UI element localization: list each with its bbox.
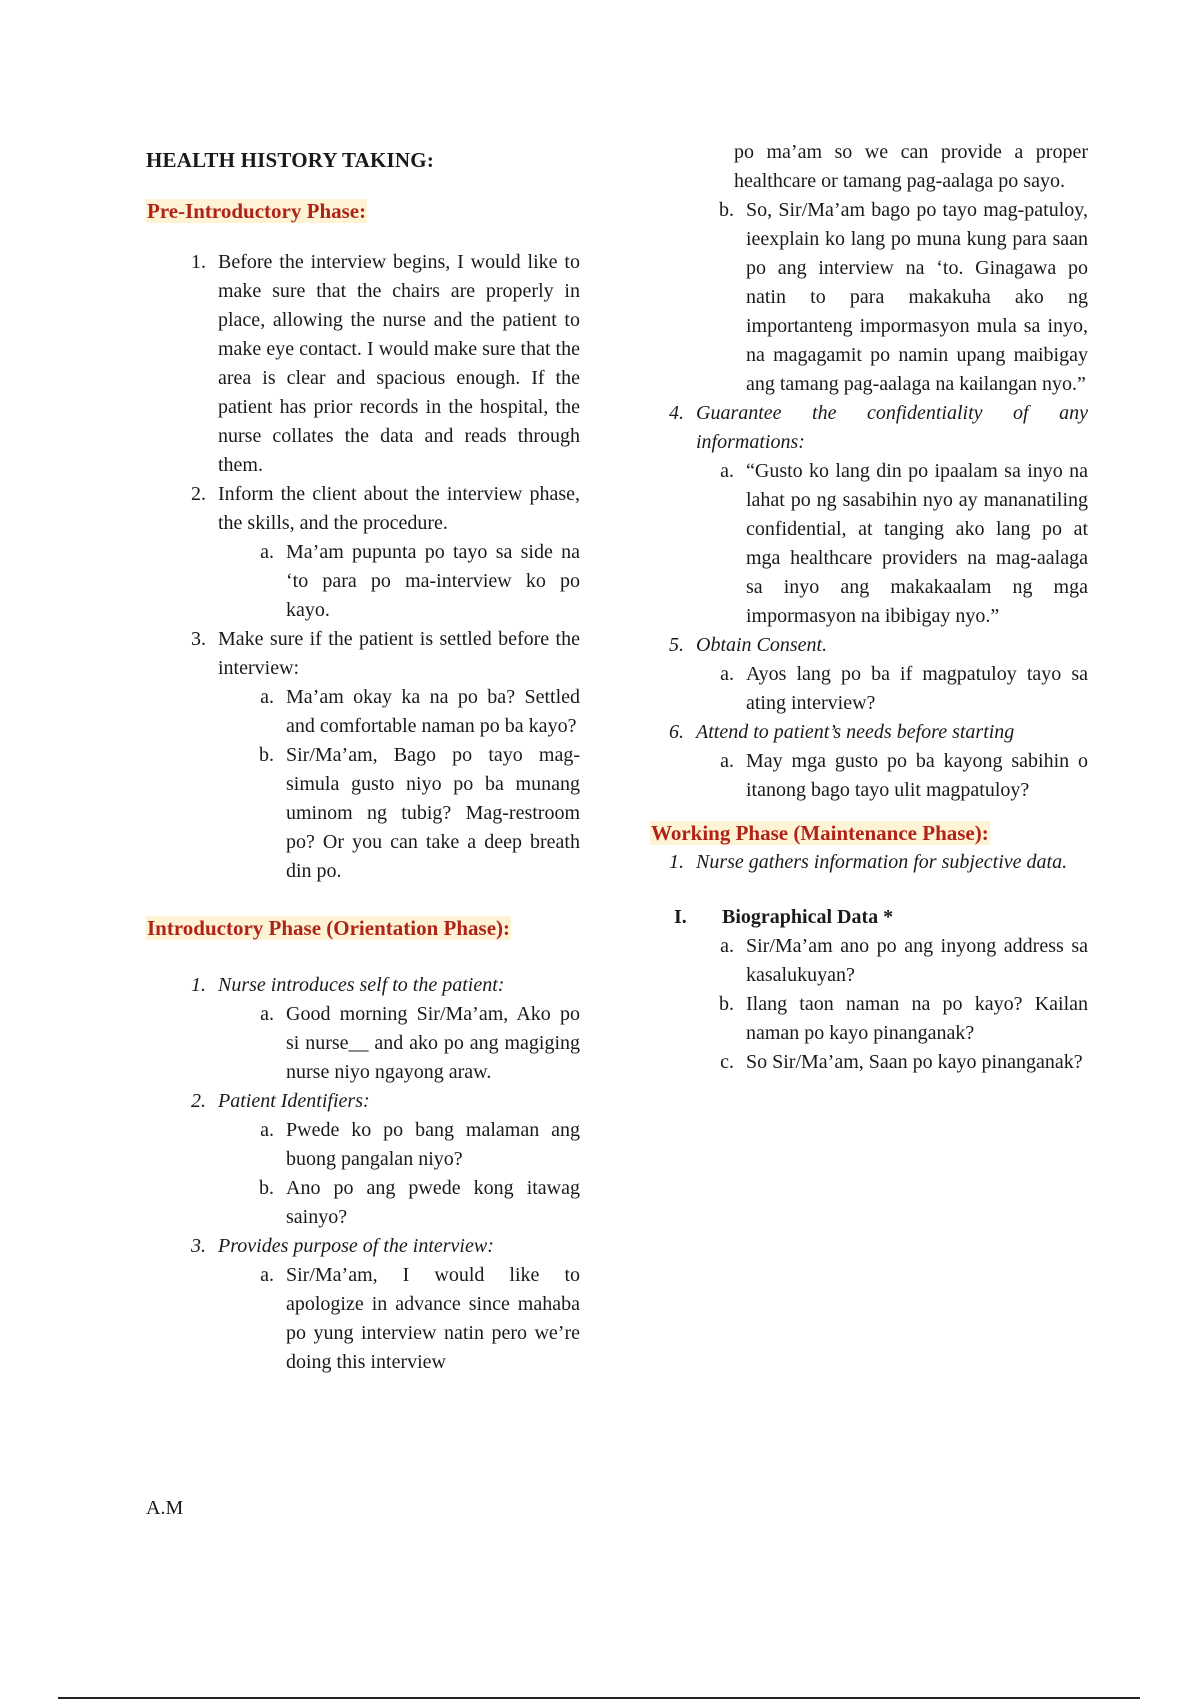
list-item: 6. Attend to patient’s needs before starting a. May mga gusto po ba kayong sabihin o itanong bago tayo ulit magpatuloy?	[669, 721, 1088, 801]
list-item: 1. Nurse gathers information for subjective data.	[669, 851, 1068, 873]
list-item: a. Sir/Ma’am ano po ang inyong address sa kasalukuyan?	[720, 935, 1088, 986]
list-item: 2. Patient Identifiers: a. Pwede ko po bang malaman ang buong pangalan niyo? b. Ano po ang pwede kong itawag sainyo?	[191, 1090, 580, 1228]
bottom-divider	[58, 1697, 1140, 1699]
introductory-list-continued	[650, 399, 1088, 805]
list-item: 3. Make sure if the patient is settled before the interview: a. Ma’am okay ka na po ba? Settled and comfortable naman po ba kayo? b. Sir/Ma’am, Bago po tayo mag-simula gusto niyo po ba munang uminom ng tubig? Mag-restroom po? Or you can take a deep breath din po.	[191, 628, 580, 882]
list-item: 3. Provides purpose of the interview: a. Sir/Ma’am, I would like to apologize in advance since mahaba po yung interview natin pero we’re doing this interview	[191, 1235, 580, 1373]
biographical-questions	[650, 932, 1088, 1077]
pre-introductory-heading: Pre-Introductory Phase:	[147, 199, 367, 223]
continuation-text: po ma’am so we can provide a proper healthcare or tamang pag-aalaga po sayo.	[734, 141, 1088, 192]
introductory-heading: Introductory Phase (Orientation Phase):	[147, 916, 510, 940]
right-column	[650, 138, 1088, 1077]
document-title: HEALTH HISTORY TAKING:	[146, 148, 435, 172]
list-item: 2. Inform the client about the interview phase, the skills, and the procedure. a. Ma’am pupunta po tayo sa side na ‘to para po ma-interview ko po kayo.	[191, 483, 580, 621]
list-item: 5. Obtain Consent. a. Ayos lang po ba if magpatuloy tayo sa ating interview?	[669, 634, 1088, 714]
section-heading-biographical: I. Biographical Data *	[674, 906, 894, 928]
working-phase-heading: Working Phase (Maintenance Phase):	[651, 821, 989, 845]
footer-initials: A.M	[146, 1497, 184, 1519]
list-item: c. So Sir/Ma’am, Saan po kayo pinanganak?	[720, 1051, 1083, 1073]
working-phase-list	[650, 848, 1088, 877]
list-item: 1. Nurse introduces self to the patient: a. Good morning Sir/Ma’am, Ako po si nurse__ and ako po ang magiging nurse niyo ngayong araw.	[191, 974, 580, 1083]
list-item: 1. Before the interview begins, I would like to make sure that the chairs are properly in place, allowing the nurse and the patient to make eye contact. I would make sure that the area is clear and spacious enough. If the patient has prior records in the hospital, the nurse collates the data and reads through them.	[191, 251, 580, 476]
list-item: b. Ilang taon naman na po kayo? Kailan naman po kayo pinanganak?	[719, 993, 1088, 1044]
pre-introductory-list	[146, 248, 580, 886]
introductory-list	[146, 971, 580, 1377]
left-column	[146, 138, 580, 1377]
list-item: b. So, Sir/Ma’am bago po tayo mag-patuloy, ieexplain ko lang po muna kung para saan po ang interview na ‘to. Ginagawa po natin to para makakuha ako ng importanteng impormasyon mula sa inyo, na magagamit po namin upang maibigay ang tamang pag-aalaga na kailangan nyo.”	[719, 199, 1088, 395]
list-item: 4. Guarantee the confidentiality of any informations: a. “Gusto ko lang din po ipaalam sa inyo na lahat po ng sasabihin nyo ay mananatiling confidential, at tanging ako lang po at mga healthcare providers na mag-aalaga sa inyo ang makakaalam ng mga impormasyon na ibibigay nyo.”	[669, 402, 1088, 627]
